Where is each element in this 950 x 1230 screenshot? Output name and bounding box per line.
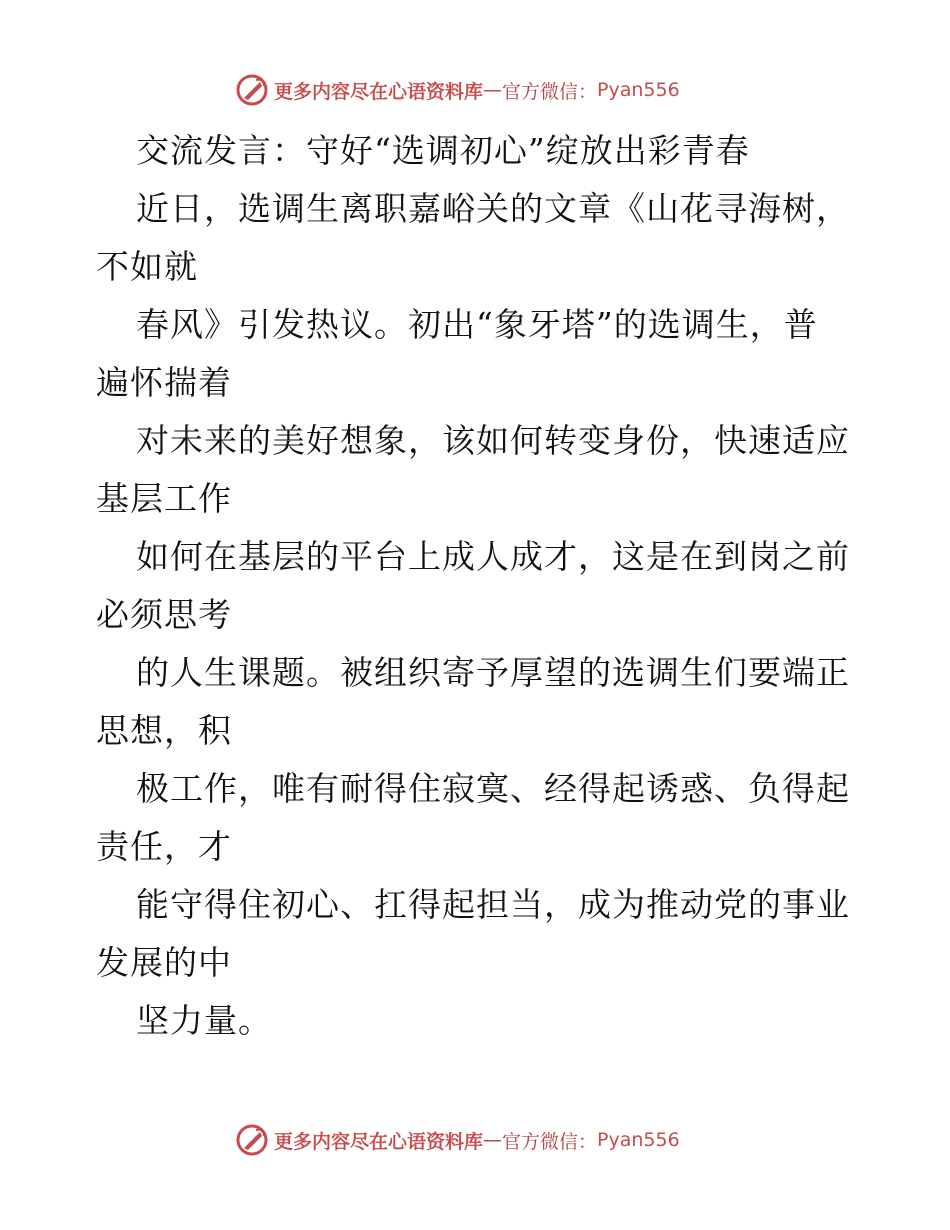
paragraph-line: 基层工作 — [96, 479, 232, 518]
watermark-text: 更多内容尽在心语资料库 — [274, 1130, 484, 1153]
watermark-text: 更多内容尽在心语资料库 — [274, 80, 484, 103]
watermark-wechat-id: Pyan556 — [597, 1129, 680, 1151]
watermark-separator: — — [483, 1129, 503, 1151]
watermark-wechat-id: Pyan556 — [597, 79, 680, 101]
article-body — [96, 122, 856, 1050]
paragraph-line: 不如就 — [96, 247, 198, 286]
paragraph-line: 必须思考 — [96, 595, 232, 634]
quill-logo-icon — [234, 72, 270, 108]
article-title: 交流发言：守好“选调初心”绽放出彩青春 — [136, 131, 750, 170]
quill-logo-icon — [234, 1122, 270, 1158]
paragraph-line: 发展的中 — [96, 943, 232, 982]
paragraph-line: 春风》引发热议。初出“象牙塔”的选调生，普 — [136, 305, 818, 344]
watermark-footer — [234, 1122, 680, 1158]
watermark-separator: — — [483, 79, 503, 101]
paragraph-line: 对未来的美好想象，该如何转变身份，快速适应 — [136, 421, 850, 460]
paragraph-line: 如何在基层的平台上成人成才，这是在到岗之前 — [136, 537, 850, 576]
paragraph-line: 思想，积 — [96, 711, 232, 750]
paragraph-line: 责任，才 — [96, 827, 232, 866]
paragraph-line: 的人生课题。被组织寄予厚望的选调生们要端正 — [136, 653, 850, 692]
paragraph-line: 极工作，唯有耐得住寂寞、经得起诱惑、负得起 — [136, 769, 850, 808]
paragraph-line: 遍怀揣着 — [96, 363, 232, 402]
watermark-wechat-label: 官方微信： — [502, 80, 598, 103]
paragraph-line: 近日，选调生离职嘉峪关的文章《山花寻海树， — [136, 189, 850, 228]
paragraph-line: 能守得住初心、扛得起担当，成为推动党的事业 — [136, 885, 850, 924]
watermark-wechat-label: 官方微信： — [502, 1130, 598, 1153]
paragraph-line: 坚力量。 — [136, 1001, 272, 1040]
watermark-header — [234, 72, 680, 108]
